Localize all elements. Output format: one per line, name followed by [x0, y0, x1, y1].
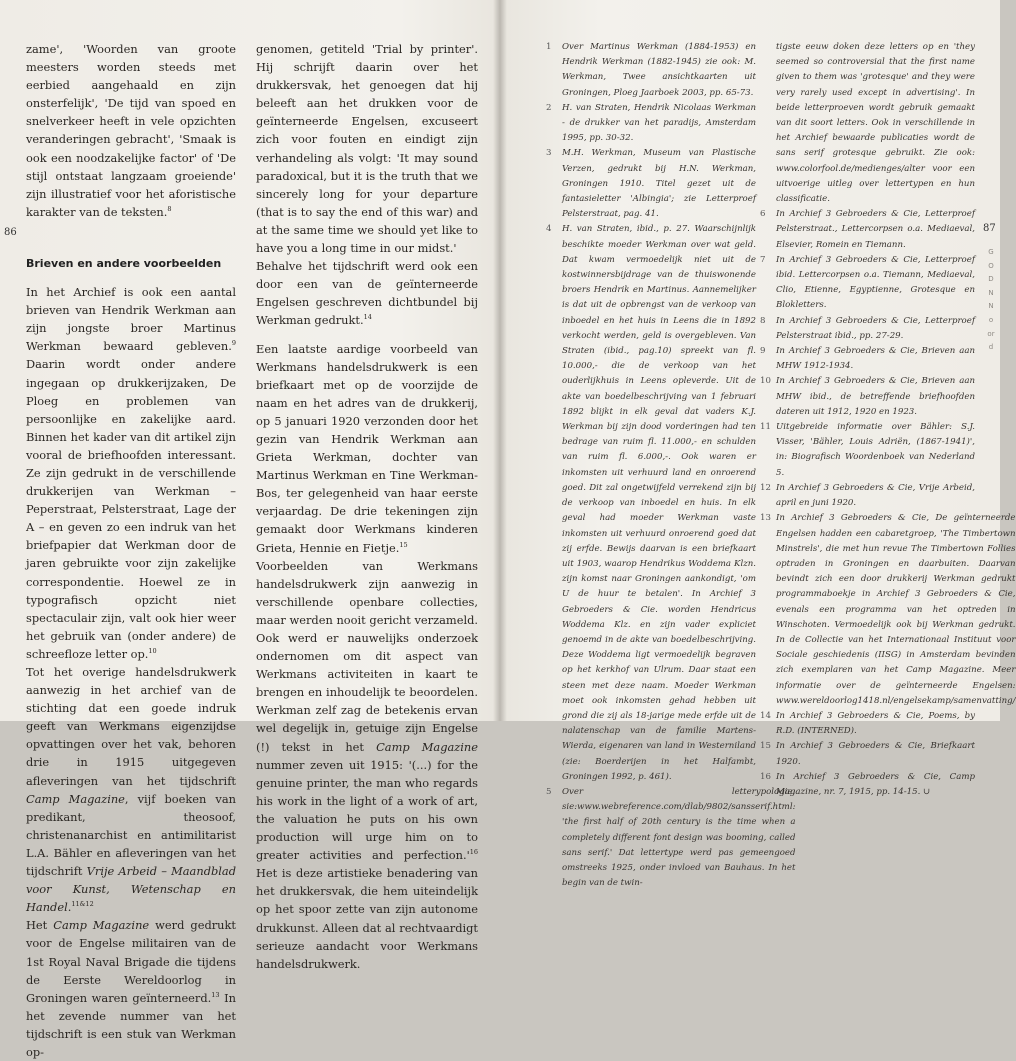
footnote-ref[interactable]: 11&12: [71, 900, 94, 909]
endnote: 7 In Archief 3 Gebroeders & Cie, Letterproef ibid. Lettercorpsen o.a. Tiemann, Mediaeval, Clio, Etienne, Egyptienne, Grotesque en Blokletters.: [760, 254, 975, 311]
footnote-ref[interactable]: 16: [469, 848, 478, 857]
endnote: 3 M.H. Werkman, Museum van Plastische Verzen, gedrukt bij H.N. Werkman, Groningen 1910. Titel gezet uit de fantasieletter 'Albingia'; zie Letterproef Pelsterstraat, pag. 41.: [546, 148, 756, 220]
page-number-left: 86: [4, 227, 17, 238]
endnote: 16 In Archief 3 Gebroeders & Cie, Camp Magazine, nr. 7, 1915, pp. 14-15. ∪: [760, 771, 975, 797]
endnote: 5 Over letterypologie: sie:www.webreference.com/dlab/9802/sansserif.html: 'the first half of 20th century is the time when a completely different font design was booming, called sans serif.' Dat lettertype werd pas gemeengoed omstreeks 1925, onder invloed van Bauhaus. In het begin van de twin-: [546, 786, 796, 889]
endnote: 10 In Archief 3 Gebroeders & Cie, Brieven aan MHW ibid., de betreffende briefhoofden dateren uit 1912, 1920 en 1923.: [760, 376, 975, 417]
footnote-ref[interactable]: 10: [148, 647, 157, 656]
endnote: 8 In Archief 3 Gebroeders & Cie, Letterproef Pelsterstraat ibid., pp. 27-29.: [760, 315, 975, 341]
section-heading: Brieven en andere voorbeelden: [26, 256, 222, 270]
paragraph: Voorbeelden van Werkmans handelsdrukwerk zijn aanwezig in verschillende openbare collecties, maar werden nooit gericht verzameld. Ook werd er nauwelijks onderzoek ondernomen om dit aspect van Werkmans activiteiten in kaart te brengen en inhoudelijk te beoordelen. Werkman zelf zag de betekenis ervan wel degelijk in, getuige zijn Engelse (!) tekst in het Camp Magazine nummer zeven uit 1915: '(...) for the genuine printer, the man who regards his work in the light of a work of art, the valuation he puts on his own production will urge him on to greater activities and $perfection.'^{16}$ Het is deze artistieke benadering van het drukkersvak, die hem uiteindelijk op het spoor zette van zijn autonome drukkunst. Alleen dat al rechtvaardigt serieuze aandacht voor Werkmans handelsdrukwerk.: [256, 558, 478, 971]
footnote-ref[interactable]: 9: [231, 339, 236, 348]
endnote: 4 H. van Straten, ibid., p. 27. Waarschijnlijk beschikte moeder Werkman over wat geld. Dat kwam vermoedelijk niet uit de kostwinnersbijdrage van de thuiswonende broers Hendrik en Martinus. Aannemelijker is dat uit de opbrengst van de verkoop van inboedel en het huis in Leens die in 1892 verkocht werden, geld is overgebleven. Van Straten (ibid., pag.10) spreekt van fl. 10.000,- die de verkoop van het ouderlijkhuis in Leens opleverde. Uit de akte van boedelbeschrijving van 1 februari 1892 blijkt in elk geval dat vaders K.J. Werkman bij zijn dood vorderingen had ten bedrage van ruim fl. 11.000,- en schulden van ruim fl. 6.000,-. Ook waren er inkomsten uit verhuurd land en onroerend goed. Dit zal ongetwijfeld verrekend zijn bij de verkoop van inboedel en huis. In elk geval had moeder Werkman vaste inkomsten uit verhuurd onroerend goed dat zij erfde. Bewijs daarvan is een briefkaart uit 1903, waarop Hendrikus Woddema Klzn. zijn komst naar Groningen aankondigt, 'om U de huur te betalen'. In Archief 3 Gebroeders & Cie. worden Hendricus Woddema Klz. en zijn vader expliciet genoemd in de akte van boedelbeschrijving. Deze Woddema ligt vermoedelijk begraven op het kerkhof van Ulrum. Daar staat een steen met deze naam. Moeder Werkman moet ook inkomsten gehad hebben uit grond die zij als 18-jarige mede erfde uit de nalatenschap van de familie Martens-Wierda, eigenaren van land in Westerniland (zie: Boerderijen in het Halfambt, Groningen 1992, p. 461).: [546, 224, 756, 782]
endnote: 2 H. van Straten, Hendrik Nicolaas Werkman - de drukker van het paradijs, Amsterdam 1995, pp. 30-32.: [546, 102, 756, 144]
endnote: 1 Over Martinus Werkman (1884-1953) en Hendrik Werkman (1882-1945) zie ook: M. Werkman, Twee ansichtkaarten uit Groningen, Ploeg Jaarboek 2003, pp. 65-73.: [546, 42, 756, 98]
page-number-right: 87: [983, 223, 996, 234]
endnote: 14 In Archief 3 Gebroeders & Cie, Poems, by R.D. (INTERNED).: [760, 710, 975, 737]
paragraph: Het Camp Magazine werd gedrukt voor de Engelse militairen van de 1st Royal Naval Brigade die tijdens de Eerste Wereldoorlog in Groningen waren geïnterneerd.$^{13}$ In het zevende nummer van het tijdschrift is een stuk van Werkman op-: [26, 918, 236, 1059]
paragraph: Behalve het tijdschrift werd ook een door een van de geïnterneerde Engelsen geschreven dichtbundel bij Werkman gedrukt.$^{14}$: [256, 259, 478, 328]
paragraph: Tot het overige handelsdrukwerk aanwezig in het archief van de stichting dat een goede indruk geeft van Werkmans eigenzijdse opvattingen over het vak, behoren drie in 1915 uitgegeven afleveringen van het tijdschrift Camp Magazine, vijf boeken van predikant, theosoof, christenanarchist en antimilitarist L.A. Bähler en afleveringen van het tijdschrift Vrije Arbeid – Maandblad voor Kunst, Wetenschap en Handel.$^{11\&12}$: [26, 665, 236, 915]
footnote-ref[interactable]: 8: [167, 205, 172, 214]
endnote: 11 Uitgebreide informatie over Bähler: S.J. Visser, 'Bähler, Louis Adriën, (1867-1941)', in: Biografisch Woordenboek van Nederland 5.: [760, 422, 975, 478]
endnote: 12 In Archief 3 Gebroeders & Cie, Vrije Arbeid, april en juni 1920.: [760, 482, 975, 509]
paragraph: genomen, getiteld 'Trial by printer'. Hij schrijft daarin over het drukkersvak, het genoegen dat hij beleeft aan het drukken voor de geïnterneerde Engelsen, excuseert zich voor fouten en eindigt zijn verhandeling als volgt: 'It may sound paradoxical, but it is the truth that we sincerely long for your departure (that is to say the end of this war) and at the same time we should yet like to have you a long time in our midst.': [256, 42, 478, 256]
left-page-column-2: [256, 40, 478, 973]
paragraph: In het Archief is ook een aantal brieven van Hendrik Werkman aan zijn jongste broer Martinus Werkman bewaard gebleven.$^9$ Daarin wordt onder andere ingegaan op drukkerijzaken, De Ploeg en problemen van persoonlijke en zakelijke aard. Binnen het kader van dit artikel zijn vooral de briefhoofden interessant. Ze zijn gedrukt in de verschillende drukkerijen van Werkman – Peperstraat, Pelsterstraat, Lage der A – en geven zo een indruk van het briefpapier dat Werkman door de jaren gebruikte voor zijn zakelijke correspondentie. Hoewel ze in typografisch opzicht niet spectaculair zijn, valt ook hier weer het gebruik van (onder andere) de schreefloze letter op.$^{10}$: [26, 285, 236, 661]
endnote: 6 In Archief 3 Gebroeders & Cie, Letterproef Pelsterstraat., Lettercorpsen o.a. Mediaeval, Elsevier, Romein en Tiemann.: [760, 209, 975, 250]
endnote: 13 In Archief 3 Gebroeders & Cie, De geïnterneerde Engelsen hadden een cabaretgroep, 'The Timbertown Minstrels', die met hun revue The Timbertown Follies optraden in Groningen en daarbuiten. Daarvan bevindt zich een door drukkerij Werkman gedrukt programmaboekje in Archief 3 Gebroeders & Cie, evenals een programma van het optreden in Winschoten. Vermoedelijk ook bij Werkman gedrukt. In de Collectie van het Internationaal Instituut voor Sociale geschiedenis (IISG) in Amsterdam bevinden zich exemplaren van het Camp Magazine. Meer informatie over de geïnterneerde Engelsen: www.wereldoorlog1418.nl/engelsekamp/samenvatting/: [760, 513, 1016, 706]
footnote-ref[interactable]: 14: [363, 313, 372, 322]
running-head-vertical: GOD N Noord: [987, 248, 995, 352]
endnote: 15 In Archief 3 Gebroeders & Cie, Briefkaart 1920.: [760, 741, 975, 767]
endnote: 9 In Archief 3 Gebroeders & Cie, Brieven aan MHW 1912-1934.: [760, 346, 975, 372]
paragraph: Een laatste aardige voorbeeld van Werkmans handelsdrukwerk is een briefkaart met op de voorzijde de naam en het adres van de drukkerij, op 5 januari 1920 verzonden door het gezin van Hendrik Werkman aan Grieta Werkman, dochter van Martinus Werkman en Tine Werkman-Bos, ter gelegenheid van haar eerste verjaardag. De drie tekeningen zijn gemaakt door Werkmans kinderen Grieta, Hennie en Fietje.$^{15}$: [256, 341, 478, 555]
left-page-column-1: [26, 40, 236, 1061]
footnote-ref[interactable]: 13: [211, 990, 220, 999]
endnote: tigste eeuw doken deze letters op en 'they seemed so controversial that the first name given to them was 'grotesque' and they were very rarely used except in advertising'. In beide letterproeven wordt gebruik gemaakt van dit soort letters. Ook in verschillende in het Archief bewaarde publicaties wordt de sans serif grotesque gebruikt. Zie ook: www.colorfool.de/medienges/alter voor een uitvoerige uitleg over lettertypen en hun classificatie.: [776, 42, 975, 205]
endnotes-column-1: [546, 40, 796, 891]
footnote-ref[interactable]: 15: [399, 540, 408, 549]
paragraph: zame', 'Woorden van groote meesters worden steeds met eerbied aangehaald en zijn onsterfelijk', 'De tijd van spoed en snelverkeer heeft in vele opzichten veranderingen gebracht', 'Smaak is ook een noodzakelijke factor' of 'De stijl ontstaat langzaam groeiende' zijn illustratief voor het aforistische karakter van de teksten.$^8$: [26, 42, 236, 219]
